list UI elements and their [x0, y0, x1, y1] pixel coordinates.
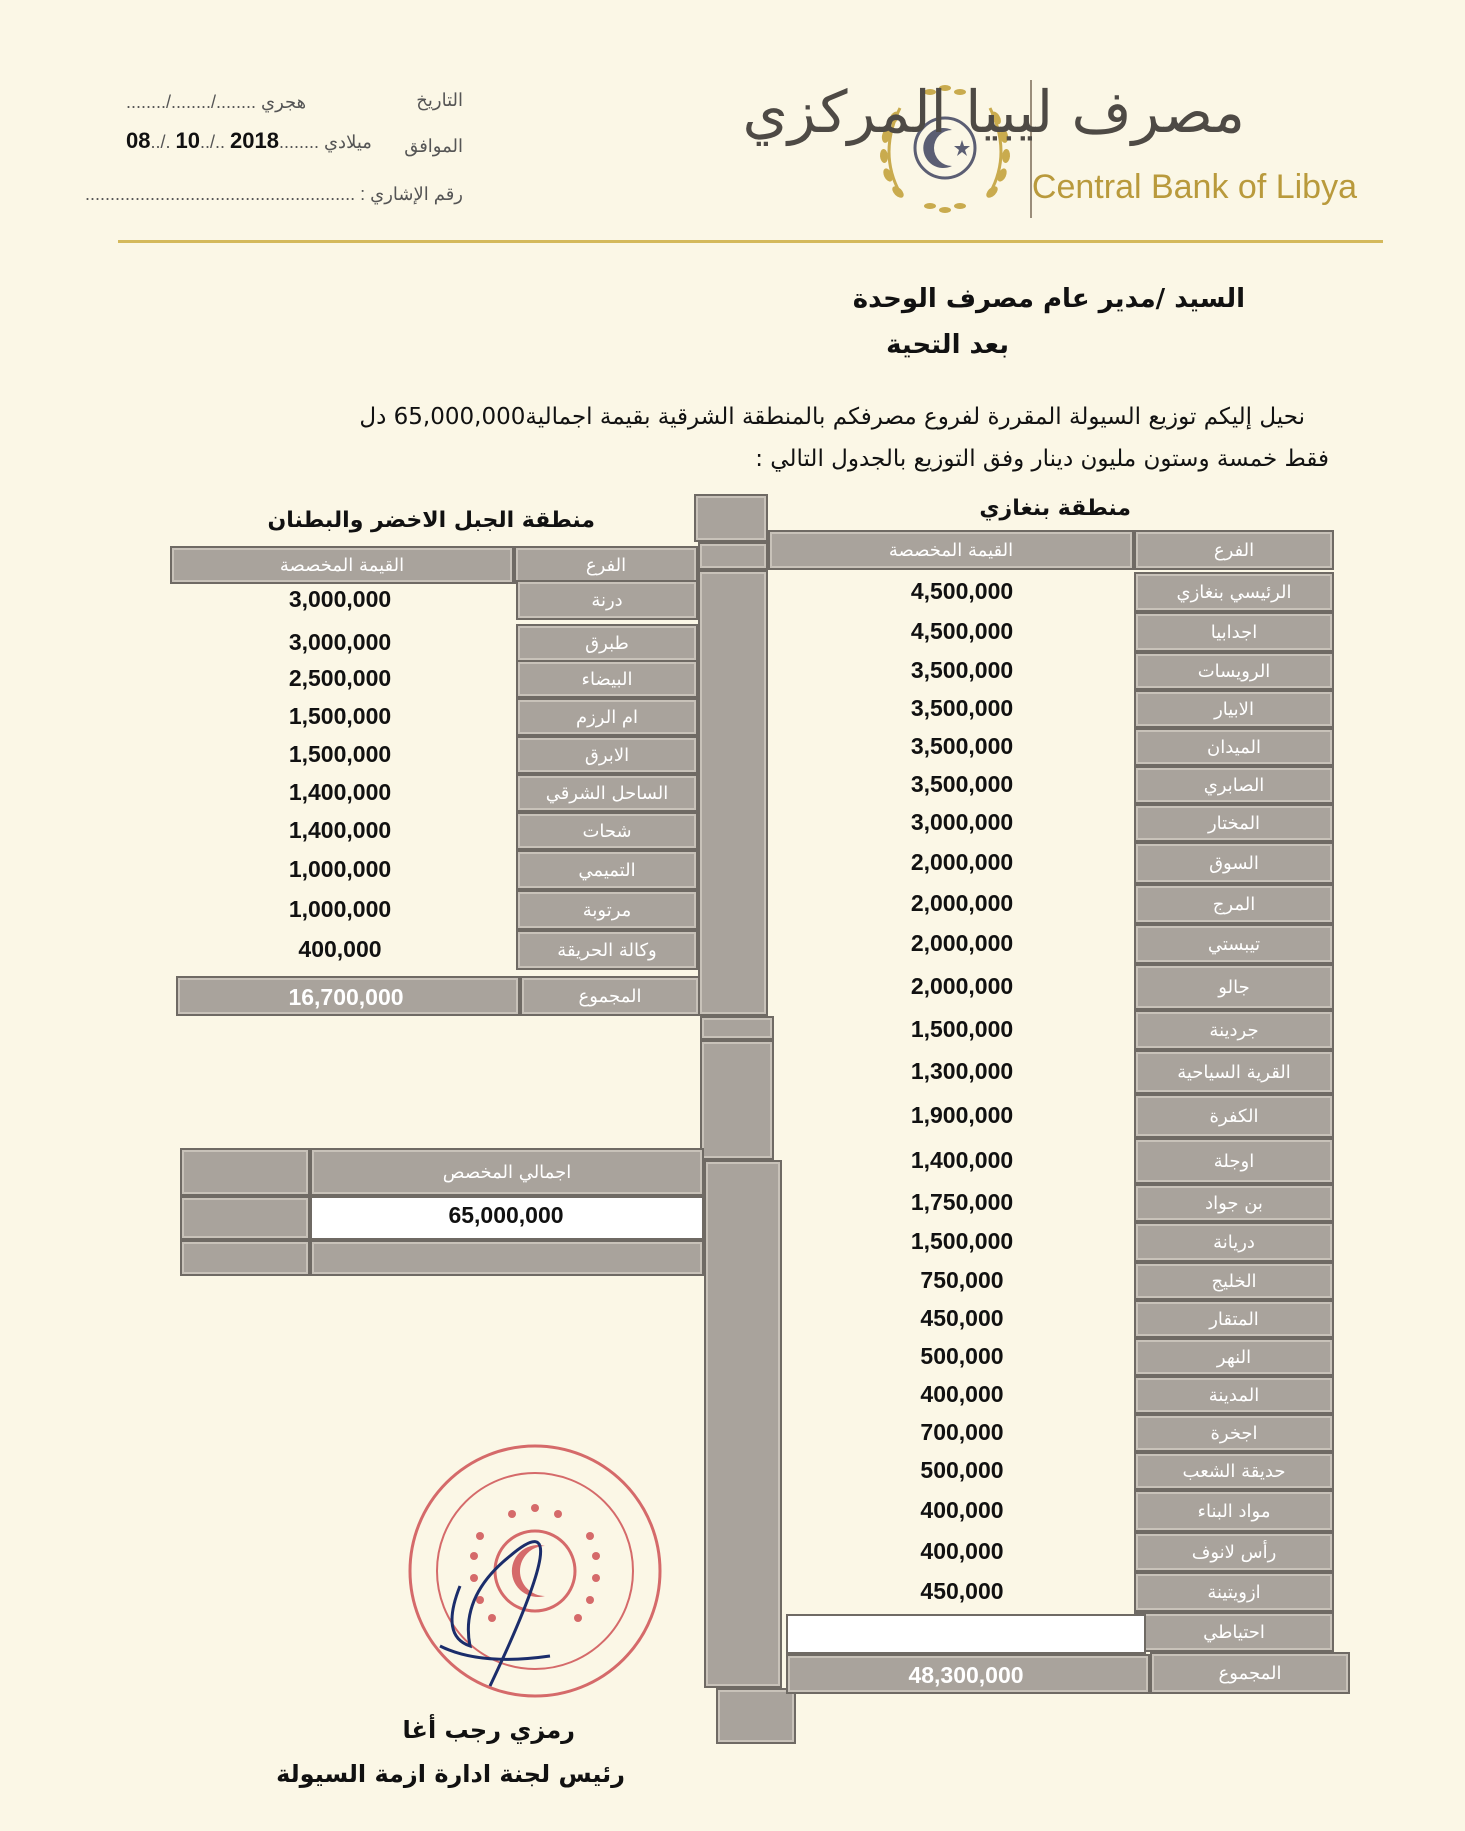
- benghazi-value: 2,000,000: [910, 849, 1014, 875]
- jabal-branch-cell: طبرق: [516, 624, 698, 662]
- benghazi-value: 1,400,000: [910, 1147, 1014, 1173]
- jabal-value: 3,000,000: [288, 586, 392, 612]
- jabal-value: 1,500,000: [288, 741, 392, 767]
- reserve-box: [786, 1614, 1146, 1654]
- jabal-total-value: 16,700,000: [288, 984, 404, 1010]
- jabal-branch-cell: البيضاء: [516, 660, 698, 698]
- benghazi-value: 450,000: [920, 1305, 1004, 1331]
- benghazi-branch-cell: دريانة: [1134, 1222, 1334, 1262]
- benghazi-value: 4,500,000: [910, 578, 1014, 604]
- jabal-branch-cell: الابرق: [516, 736, 698, 774]
- benghazi-value: 2,000,000: [910, 930, 1014, 956]
- benghazi-branch-cell: الصابري: [1134, 766, 1334, 804]
- benghazi-branch-cell: المرج: [1134, 884, 1334, 924]
- benghazi-heading: منطقة بنغازي: [979, 496, 1131, 521]
- jabal-col-branch: الفرع: [514, 546, 698, 584]
- benghazi-value: 750,000: [920, 1267, 1004, 1293]
- recipient: السيد /مدير عام مصرف الوحدة: [852, 284, 1245, 314]
- benghazi-value: 1,500,000: [910, 1016, 1014, 1042]
- date-label: التاريخ: [416, 90, 463, 110]
- benghazi-branch-cell: جالو: [1134, 964, 1334, 1010]
- benghazi-value: 1,900,000: [910, 1102, 1014, 1128]
- jabal-value: 400,000: [298, 936, 382, 962]
- reference-number: رقم الإشاري : ......................................................: [85, 184, 463, 204]
- jabal-branch-cell: التميمي: [516, 850, 698, 890]
- benghazi-branch-cell: جردينة: [1134, 1010, 1334, 1050]
- jabal-value: 2,500,000: [288, 665, 392, 691]
- benghazi-branch-cell: اجدابيا: [1134, 612, 1334, 652]
- benghazi-total-value: 48,300,000: [908, 1662, 1024, 1688]
- benghazi-branch-cell: السوق: [1134, 842, 1334, 884]
- jabal-total-label: المجموع: [520, 976, 700, 1016]
- benghazi-branch-cell: تيبستي: [1134, 924, 1334, 964]
- jabal-branch-cell: درنة: [516, 580, 698, 620]
- benghazi-value: 1,500,000: [910, 1228, 1014, 1254]
- benghazi-branch-cell: المدينة: [1134, 1376, 1334, 1414]
- benghazi-value: 500,000: [920, 1457, 1004, 1483]
- benghazi-value: 3,500,000: [910, 771, 1014, 797]
- benghazi-branch-cell: الرويسات: [1134, 652, 1334, 690]
- greeting: بعد التحية: [886, 330, 1009, 360]
- hijri-date: ......../......../........ هجري: [126, 92, 307, 112]
- benghazi-branch-cell: احتياطي: [1134, 1612, 1334, 1652]
- signatory-title: رئيس لجنة ادارة ازمة السيولة: [276, 1760, 625, 1788]
- body-line-1: نحيل إليكم توزيع السيولة المقررة لفروع مصرفكم بالمنطقة الشرقية بقيمة اجمالية65,000,000 دل: [359, 404, 1305, 430]
- benghazi-branch-cell: المختار: [1134, 804, 1334, 842]
- jabal-value: 1,000,000: [288, 896, 392, 922]
- benghazi-branch-cell: القرية السياحية: [1134, 1050, 1334, 1094]
- benghazi-branch-cell: الخليج: [1134, 1262, 1334, 1300]
- official-stamp: [400, 1436, 670, 1706]
- jabal-col-value: القيمة المخصصة: [170, 546, 514, 584]
- benghazi-value: 3,500,000: [910, 733, 1014, 759]
- benghazi-branch-cell: المتقار: [1134, 1300, 1334, 1338]
- benghazi-branch-cell: اجخرة: [1134, 1414, 1334, 1452]
- grand-total-value: 65,000,000: [448, 1202, 564, 1228]
- bank-name-english: Central Bank of Libya: [1031, 168, 1357, 206]
- benghazi-value: 4,500,000: [910, 618, 1014, 644]
- benghazi-branch-cell: الكفرة: [1134, 1094, 1334, 1138]
- signatory-name: رمزي رجب أغا: [402, 1716, 575, 1744]
- bank-name-arabic: مصرف ليبيا المركزي: [742, 78, 1245, 146]
- jabal-value: 1,000,000: [288, 856, 392, 882]
- benghazi-col-branch: الفرع: [1134, 530, 1334, 570]
- benghazi-branch-cell: ازويتينة: [1134, 1572, 1334, 1612]
- benghazi-branch-cell: الميدان: [1134, 728, 1334, 766]
- benghazi-branch-cell: النهر: [1134, 1338, 1334, 1376]
- benghazi-total-label: المجموع: [1150, 1652, 1350, 1694]
- benghazi-col-value: القيمة المخصصة: [768, 530, 1134, 570]
- jabal-heading: منطقة الجبل الاخضر والبطنان: [267, 508, 595, 533]
- grand-total-label: اجمالي المخصص: [310, 1148, 704, 1196]
- jabal-branch-cell: الساحل الشرقي: [516, 774, 698, 812]
- benghazi-branch-cell: الابيار: [1134, 690, 1334, 728]
- header-rule: [118, 240, 1383, 243]
- jabal-value: 1,400,000: [288, 817, 392, 843]
- benghazi-branch-cell: اوجلة: [1134, 1138, 1334, 1184]
- jabal-branch-cell: شحات: [516, 812, 698, 850]
- benghazi-value: 1,750,000: [910, 1189, 1014, 1215]
- benghazi-branch-cell: الرئيسي بنغازي: [1134, 572, 1334, 612]
- jabal-value: 3,000,000: [288, 629, 392, 655]
- benghazi-value: 700,000: [920, 1419, 1004, 1445]
- benghazi-value: 400,000: [920, 1538, 1004, 1564]
- benghazi-value: 450,000: [920, 1578, 1004, 1604]
- benghazi-branch-cell: رأس لانوف: [1134, 1532, 1334, 1572]
- gregorian-date: ميلادي ........2018 ../..10 ./..08: [126, 128, 372, 153]
- benghazi-value: 500,000: [920, 1343, 1004, 1369]
- benghazi-value: 3,500,000: [910, 657, 1014, 683]
- benghazi-value: 3,000,000: [910, 809, 1014, 835]
- jabal-branch-cell: مرتوبة: [516, 890, 698, 930]
- jabal-value: 1,400,000: [288, 779, 392, 805]
- date-month: 10: [175, 128, 200, 153]
- corresponding-label: الموافق: [404, 136, 463, 156]
- benghazi-branch-cell: مواد البناء: [1134, 1490, 1334, 1532]
- benghazi-value: 3,500,000: [910, 695, 1014, 721]
- date-day: 08: [126, 128, 151, 153]
- jabal-branch-cell: ام الرزم: [516, 698, 698, 736]
- gregorian-suffix: ميلادي: [323, 132, 372, 152]
- benghazi-value: 1,300,000: [910, 1058, 1014, 1084]
- benghazi-branch-cell: بن جواد: [1134, 1184, 1334, 1222]
- benghazi-branch-cell: حديقة الشعب: [1134, 1452, 1334, 1490]
- jabal-branch-cell: وكالة الحريقة: [516, 930, 698, 970]
- date-year: 2018: [230, 128, 279, 153]
- benghazi-value: 2,000,000: [910, 973, 1014, 999]
- benghazi-value: 2,000,000: [910, 890, 1014, 916]
- benghazi-value: 400,000: [920, 1381, 1004, 1407]
- jabal-value: 1,500,000: [288, 703, 392, 729]
- body-line-2: فقط خمسة وستون مليون دينار وفق التوزيع بالجدول التالي :: [755, 446, 1329, 472]
- benghazi-value: 400,000: [920, 1497, 1004, 1523]
